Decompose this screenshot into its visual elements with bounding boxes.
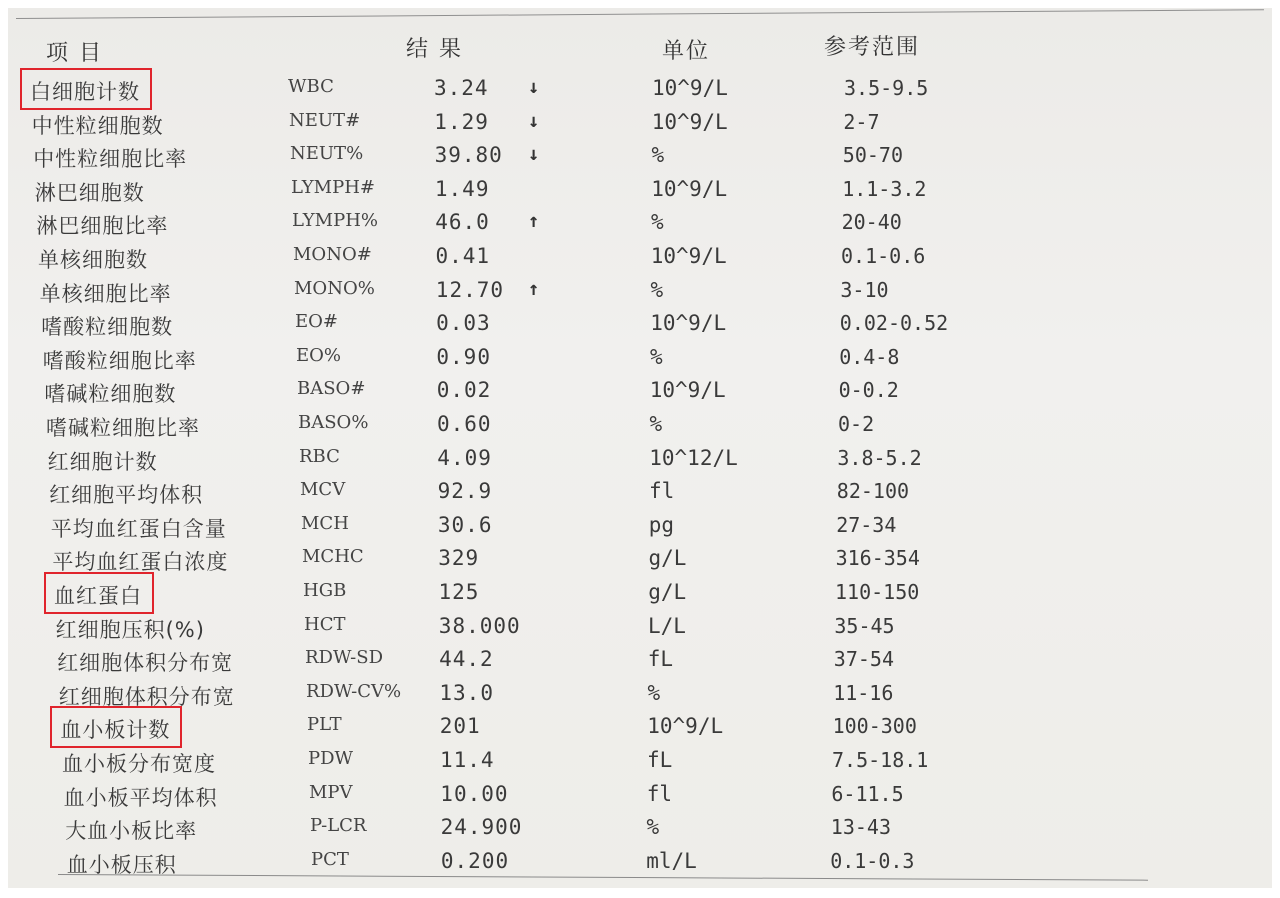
abnormal-flag-icon: ↓: [528, 143, 540, 166]
table-row: [8, 542, 1272, 575]
test-code: MONO#: [293, 244, 372, 265]
table-row: [8, 610, 1272, 643]
reference-range: 100-300: [832, 714, 917, 739]
test-unit: 10^9/L: [651, 109, 728, 134]
reference-range: 11-16: [833, 680, 894, 705]
test-name: 血小板压积: [66, 852, 177, 877]
test-name: 大血小板比率: [65, 819, 198, 844]
test-name: 血小板平均体积: [63, 785, 218, 810]
test-value: 11.4: [440, 748, 495, 772]
test-unit: 10^12/L: [649, 445, 738, 470]
test-unit: fL: [647, 748, 673, 772]
reference-range: 0.02-0.52: [839, 311, 949, 336]
test-unit: g/L: [648, 546, 687, 571]
reference-range: 0-0.2: [838, 378, 899, 403]
reference-range: 50-70: [842, 143, 904, 168]
table-row: [8, 845, 1272, 878]
test-code: NEUT#: [289, 109, 361, 131]
test-code: MCV: [300, 479, 346, 501]
reference-range: 35-45: [834, 613, 895, 638]
test-code: RBC: [299, 445, 340, 467]
test-value: 4.09: [437, 445, 492, 470]
test-code: MONO%: [294, 277, 375, 299]
test-unit: %: [651, 210, 664, 235]
table-row: [8, 778, 1272, 811]
test-unit: L/L: [648, 613, 686, 638]
test-value: 38.000: [438, 613, 521, 638]
test-name: 单核细胞数: [38, 248, 148, 272]
test-unit: ml/L: [646, 848, 697, 873]
test-unit: pg: [648, 512, 675, 537]
test-name: 单核细胞比率: [39, 281, 172, 306]
abnormal-flag-icon: ↑: [528, 210, 540, 233]
table-row: [8, 475, 1272, 508]
reference-range: 13-43: [830, 815, 892, 840]
test-code: NEUT%: [290, 143, 364, 165]
test-value: 44.2: [439, 647, 494, 672]
test-code: RDW-SD: [305, 647, 384, 669]
header-result: 结 果: [406, 37, 463, 62]
header-reference: 参考范围: [824, 35, 921, 60]
test-value: 0.03: [436, 311, 491, 336]
test-name: 白细胞计数: [30, 80, 140, 104]
test-value: 0.41: [435, 244, 491, 268]
test-value: 0.90: [436, 344, 491, 369]
test-unit: %: [650, 277, 664, 302]
test-code: WBC: [288, 76, 334, 97]
test-name: 淋巴细胞比率: [36, 214, 169, 239]
test-name: 红细胞计数: [47, 449, 158, 474]
test-unit: 10^9/L: [652, 76, 728, 100]
test-name: 血小板计数: [60, 718, 171, 743]
test-name: 红细胞体积分布宽: [58, 684, 235, 709]
table-row: [8, 442, 1272, 475]
test-code: HGB: [303, 580, 347, 601]
test-code: PDW: [308, 748, 354, 769]
test-value: 0.60: [437, 412, 492, 436]
test-code: PCT: [311, 848, 349, 870]
header-item: 项 目: [46, 41, 103, 66]
abnormal-flag-icon: ↓: [528, 76, 540, 98]
test-value: 201: [439, 714, 481, 739]
test-code: MPV: [309, 781, 353, 803]
test-unit: %: [650, 344, 663, 369]
table-row: [8, 274, 1272, 307]
table-row: [8, 374, 1272, 407]
test-unit: 10^9/L: [647, 714, 724, 739]
test-code: LYMPH%: [292, 210, 379, 232]
test-code: EO#: [295, 311, 338, 333]
header-unit: 单位: [662, 39, 711, 64]
test-name: 中性粒细胞比率: [33, 147, 188, 172]
test-code: EO%: [296, 344, 341, 366]
table-row: [8, 307, 1272, 340]
test-value: 0.200: [440, 848, 510, 873]
test-code: RDW-CV%: [306, 680, 402, 702]
test-code: PLT: [307, 714, 342, 736]
test-code: MCH: [301, 512, 349, 534]
test-code: LYMPH#: [291, 176, 376, 198]
table-row: [8, 576, 1272, 609]
test-value: 12.70: [435, 277, 505, 302]
table-row: [8, 677, 1272, 710]
test-name: 红细胞体积分布宽: [57, 651, 234, 676]
table-row: [8, 72, 1272, 105]
reference-range: 0.1-0.6: [841, 244, 926, 268]
test-unit: fl: [649, 479, 675, 504]
test-unit: %: [647, 680, 661, 705]
top-rule: [16, 9, 1264, 19]
test-unit: 10^9/L: [649, 378, 726, 403]
reference-range: 1.1-3.2: [842, 176, 927, 201]
reference-range: 2-7: [843, 109, 880, 134]
reference-range: 110-150: [835, 580, 920, 604]
test-name: 嗜碱粒细胞比率: [46, 416, 200, 440]
reference-range: 3.5-9.5: [844, 76, 929, 100]
reference-range: 0.1-0.3: [830, 848, 915, 873]
abnormal-flag-icon: ↓: [528, 109, 540, 132]
test-name: 血红蛋白: [54, 584, 142, 608]
test-name: 嗜碱粒细胞数: [44, 382, 177, 407]
test-unit: 10^9/L: [650, 311, 727, 336]
test-name: 淋巴细胞数: [34, 180, 145, 205]
table-row: [8, 341, 1272, 374]
test-value: 1.29: [434, 109, 489, 134]
test-unit: fl: [646, 781, 673, 806]
table-row: [8, 643, 1272, 676]
test-name: 红细胞平均体积: [49, 483, 204, 508]
reference-range: 0-2: [838, 412, 875, 436]
reference-range: 3-10: [840, 277, 889, 302]
test-code: BASO%: [298, 412, 369, 433]
reference-range: 3.8-5.2: [837, 445, 922, 470]
table-row: [8, 240, 1272, 273]
test-unit: 10^9/L: [650, 244, 727, 268]
table-row: [8, 408, 1272, 441]
table-row: [8, 206, 1272, 239]
test-name: 嗜酸粒细胞比率: [42, 348, 197, 373]
test-unit: g/L: [648, 580, 687, 604]
test-value: 46.0: [435, 210, 490, 235]
test-value: 39.80: [434, 143, 503, 168]
test-code: MCHC: [302, 546, 364, 568]
test-unit: %: [651, 143, 665, 168]
test-value: 30.6: [437, 512, 493, 537]
test-value: 92.9: [437, 479, 493, 504]
lab-report-sheet: [8, 8, 1272, 888]
test-code: P-LCR: [310, 815, 367, 837]
table-row: [8, 106, 1272, 139]
table-row: [8, 173, 1272, 206]
test-value: 3.24: [434, 76, 489, 100]
reference-range: 7.5-18.1: [832, 748, 929, 772]
test-unit: %: [646, 815, 660, 840]
reference-range: 27-34: [836, 512, 897, 537]
test-name: 中性粒细胞数: [31, 113, 164, 138]
reference-range: 37-54: [833, 647, 895, 672]
table-row: [8, 744, 1272, 777]
test-name: 平均血红蛋白浓度: [52, 550, 229, 575]
reference-range: 316-354: [835, 546, 920, 571]
test-value: 125: [438, 580, 480, 604]
test-value: 329: [438, 546, 480, 571]
table-row: [8, 710, 1272, 743]
test-name: 血小板分布宽度: [62, 752, 216, 776]
reference-range: 6-11.5: [831, 781, 904, 806]
test-value: 13.0: [439, 680, 494, 705]
test-name: 平均血红蛋白含量: [50, 516, 227, 541]
reference-range: 82-100: [836, 479, 910, 504]
reference-range: 0.4-8: [839, 344, 900, 369]
test-value: 24.900: [440, 815, 523, 840]
test-name: 红细胞压积(%): [55, 617, 205, 642]
table-row: [8, 509, 1272, 542]
test-name: 嗜酸粒细胞数: [41, 315, 174, 340]
test-value: 1.49: [434, 176, 490, 201]
table-row: [8, 811, 1272, 844]
test-code: BASO#: [297, 378, 366, 400]
test-unit: %: [649, 412, 663, 436]
test-unit: fL: [647, 647, 674, 672]
test-value: 10.00: [440, 781, 509, 806]
table-header: [8, 32, 1272, 70]
test-unit: 10^9/L: [651, 176, 728, 201]
abnormal-flag-icon: ↑: [528, 277, 540, 300]
test-value: 0.02: [436, 378, 492, 403]
test-code: HCT: [304, 613, 346, 635]
table-row: [8, 139, 1272, 172]
reference-range: 20-40: [841, 210, 902, 235]
